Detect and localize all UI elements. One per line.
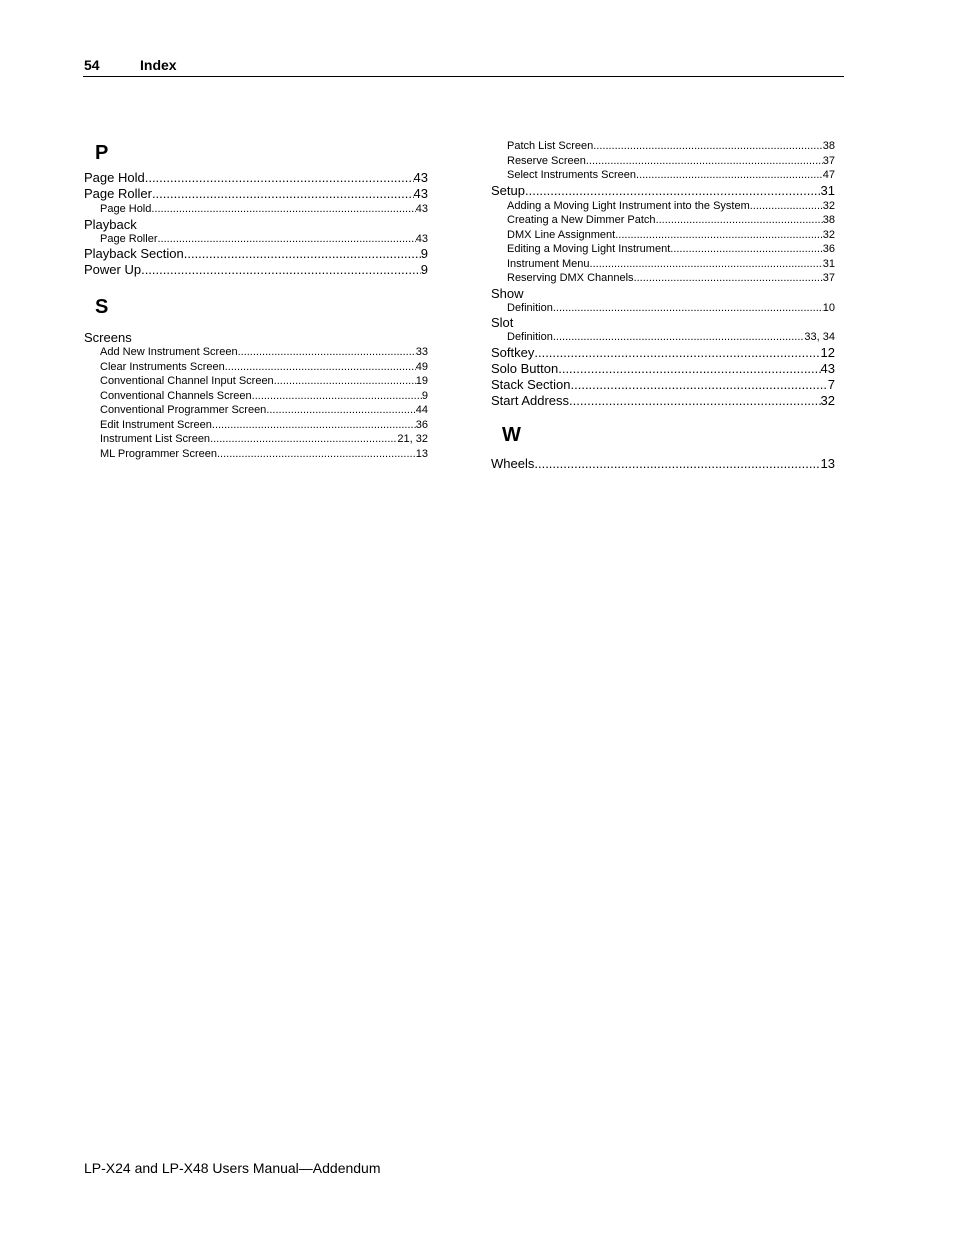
index-subentry bbox=[491, 257, 835, 272]
index-subentry bbox=[491, 139, 835, 154]
entry-page: 32 bbox=[822, 199, 835, 212]
index-subentry bbox=[84, 232, 428, 247]
index-entry bbox=[84, 186, 428, 202]
entry-label: Conventional Channels Screen bbox=[100, 389, 252, 402]
index-heading: Show bbox=[491, 285, 524, 301]
entry-label: Instrument Menu bbox=[507, 257, 590, 270]
entry-label: Edit Instrument Screen bbox=[100, 418, 212, 431]
entry-label: Adding a Moving Light Instrument into the System bbox=[507, 199, 750, 212]
index-subentry bbox=[491, 168, 835, 183]
entry-page: 37 bbox=[822, 154, 835, 167]
entry-label: Page Roller bbox=[84, 186, 152, 201]
index-subentry bbox=[84, 374, 428, 389]
entry-page: 43 bbox=[413, 186, 428, 201]
entry-label: Conventional Channel Input Screen bbox=[100, 375, 274, 387]
entry-label: ML Programmer Screen bbox=[100, 447, 217, 460]
index-letter-p: P bbox=[95, 142, 109, 164]
entry-page: 47 bbox=[822, 169, 835, 181]
index-entry bbox=[84, 246, 428, 262]
entry-label: Creating a New Dimmer Patch bbox=[507, 214, 656, 226]
entry-page: 43 bbox=[820, 360, 835, 376]
index-subentry bbox=[84, 403, 428, 418]
index-heading: Screens bbox=[84, 330, 132, 345]
index-subentry bbox=[491, 154, 835, 169]
entry-page: 32 bbox=[822, 228, 835, 241]
entry-label: Select Instruments Screen bbox=[507, 169, 637, 181]
index-entry bbox=[84, 262, 428, 278]
entry-label: Reserve Screen bbox=[507, 154, 586, 167]
index-heading: Playback bbox=[84, 216, 137, 232]
index-entry bbox=[491, 361, 835, 377]
entry-label: Solo Button bbox=[491, 360, 559, 376]
entry-page: 9 bbox=[420, 262, 428, 277]
index-subentry bbox=[84, 360, 428, 375]
entry-label: Conventional Programmer Screen bbox=[100, 404, 267, 416]
entry-label: Playback Section bbox=[84, 246, 184, 261]
entry-page: 12 bbox=[820, 344, 835, 360]
entry-page: 38 bbox=[822, 140, 835, 152]
entry-label: Definition bbox=[507, 331, 553, 343]
index-entry bbox=[491, 345, 835, 361]
entry-page: 13 bbox=[820, 455, 835, 471]
index-column-right bbox=[491, 139, 835, 472]
entry-page: 32 bbox=[820, 392, 835, 408]
entry-page: 38 bbox=[822, 214, 835, 226]
entry-page: 33, 34 bbox=[804, 331, 835, 343]
index-column-left bbox=[84, 140, 428, 461]
entry-label: Add New Instrument Screen bbox=[100, 346, 238, 358]
index-entry bbox=[491, 183, 835, 199]
entry-label: Setup bbox=[491, 182, 525, 198]
index-subentry bbox=[84, 432, 428, 447]
entry-page: 10 bbox=[822, 301, 835, 314]
entry-page: 21, 32 bbox=[397, 433, 428, 445]
entry-label: Power Up bbox=[84, 262, 142, 277]
entry-label: Wheels bbox=[491, 455, 535, 471]
entry-label: Patch List Screen bbox=[507, 140, 594, 152]
index-entry bbox=[491, 456, 835, 472]
index-letter-w: W bbox=[502, 423, 521, 446]
entry-page: 31 bbox=[822, 257, 835, 270]
entry-page: 9 bbox=[421, 389, 428, 402]
entry-label: DMX Line Assignment bbox=[507, 228, 616, 241]
index-subentry bbox=[491, 271, 835, 286]
entry-page: 43 bbox=[413, 170, 428, 185]
index-subentry bbox=[491, 213, 835, 228]
page-header bbox=[83, 56, 844, 77]
index-subentry bbox=[84, 389, 428, 404]
entry-page: 44 bbox=[415, 404, 428, 416]
index-subentry bbox=[84, 418, 428, 433]
entry-label: Definition bbox=[507, 301, 553, 314]
entry-page: 37 bbox=[822, 272, 835, 284]
entry-label: Page Roller bbox=[100, 232, 158, 245]
entry-page: 33 bbox=[415, 346, 428, 358]
index-subentry bbox=[491, 199, 835, 214]
page-footer: LP-X24 and LP-X48 Users Manual—Addendum bbox=[84, 1160, 381, 1176]
index-subentry bbox=[84, 447, 428, 462]
entry-label: Reserving DMX Channels bbox=[507, 272, 634, 284]
index-subentry bbox=[84, 202, 428, 217]
entry-page: 49 bbox=[415, 360, 428, 373]
entry-page: 13 bbox=[415, 447, 428, 460]
index-heading: Slot bbox=[491, 315, 514, 330]
index-letter-s: S bbox=[95, 296, 109, 318]
index-subentry bbox=[491, 301, 835, 316]
entry-page: 7 bbox=[827, 376, 835, 392]
entry-label: Page Hold bbox=[100, 203, 152, 215]
index-entry bbox=[84, 170, 428, 186]
entry-label: Editing a Moving Light Instrument bbox=[507, 243, 671, 255]
entry-label: Instrument List Screen bbox=[100, 433, 211, 445]
entry-page: 36 bbox=[822, 243, 835, 255]
index-subentry bbox=[84, 345, 428, 360]
entry-label: Page Hold bbox=[84, 170, 145, 185]
entry-page: 9 bbox=[420, 246, 428, 261]
index-subentry bbox=[491, 330, 835, 345]
section-title: Index bbox=[140, 57, 177, 73]
entry-page: 19 bbox=[415, 375, 428, 387]
entry-page: 36 bbox=[415, 418, 428, 431]
index-subentry bbox=[491, 242, 835, 257]
page-number: 54 bbox=[84, 57, 100, 73]
entry-page: 43 bbox=[415, 203, 428, 215]
entry-label: Stack Section bbox=[491, 376, 571, 392]
entry-page: 31 bbox=[820, 182, 835, 198]
index-subentry bbox=[491, 228, 835, 243]
index-entry bbox=[491, 377, 835, 393]
entry-page: 43 bbox=[415, 232, 428, 245]
entry-label: Clear Instruments Screen bbox=[100, 360, 225, 373]
entry-label: Start Address bbox=[491, 392, 570, 408]
index-entry bbox=[491, 393, 835, 409]
entry-label: Softkey bbox=[491, 344, 535, 360]
